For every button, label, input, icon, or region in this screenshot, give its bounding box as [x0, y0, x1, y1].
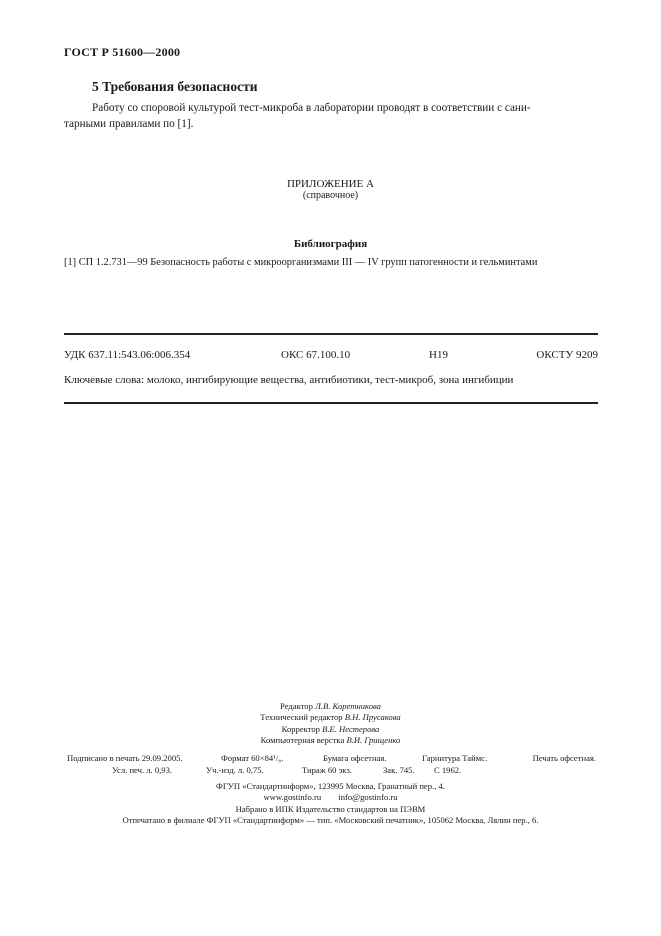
- publisher-block: [0, 781, 661, 827]
- paragraph-line-1: [64, 100, 598, 116]
- print-type: Печать офсетная.: [532, 753, 596, 763]
- paper: Бумага офсетная.: [323, 753, 387, 763]
- udk-code: УДК 637.11:543.06:006.354: [64, 349, 191, 361]
- oks-code: ОКС 67.100.10: [281, 349, 351, 361]
- document-code-header: ГОСТ Р 51600—2000: [64, 45, 181, 59]
- corrector-line: [0, 724, 661, 735]
- website-link[interactable]: www.gostinfo.ru: [263, 792, 322, 803]
- layout-line: [0, 735, 661, 746]
- bottom-rule: [64, 402, 598, 404]
- paragraph-line-1-text: Работу со споровой культурой тест-микроба в лаборатории проводят в соответствии с сани-: [92, 102, 531, 114]
- okstu-code: ОКСТУ 9209: [536, 349, 598, 361]
- bibliography-entry: [1] СП 1.2.731—99 Безопасность работы с микроорганизмами III — IV групп патогенности и гельминтами: [64, 257, 538, 268]
- editor-label: Редактор: [280, 701, 313, 711]
- bibliography-title: Библиография: [293, 238, 368, 250]
- editor-line: [0, 701, 661, 712]
- layout-label: Компьютерная верстка: [260, 735, 345, 746]
- publisher-address: ФГУП «Стандартинформ», 123995 Москва, Гранатный пер., 4.: [216, 781, 445, 791]
- format: Формат 60×84¹/₈.: [221, 753, 284, 763]
- tech-editor-name: В.Н. Прусакова: [344, 712, 401, 723]
- group-code: Н19: [429, 349, 448, 361]
- corrector-label: Корректор: [281, 723, 320, 734]
- print-run: Тираж 60 экз.: [302, 765, 352, 775]
- imprint-credits: [0, 701, 661, 747]
- corrector-name: В.Е. Нестерова: [322, 723, 380, 734]
- keywords: Ключевые слова: молоко, ингибирующие вещества, антибиотики, тест-микроб, зона ингибиции: [64, 374, 514, 386]
- tech-editor-label: Технический редактор: [260, 712, 343, 723]
- c-number: С 1962.: [434, 765, 462, 775]
- paragraph-line-2: тарными правилами по [1].: [64, 118, 194, 130]
- layout-name: В.И. Грищенко: [346, 735, 401, 746]
- appendix-title: ПРИЛОЖЕНИЕ А: [286, 178, 374, 190]
- tech-editor-line: [0, 712, 661, 723]
- typeset-line: Набрано в ИПК Издательство стандартов на ПЭВМ: [235, 803, 426, 814]
- order-number: Зак. 745.: [383, 765, 415, 775]
- section-paragraph: [64, 100, 598, 132]
- top-rule: [64, 333, 598, 335]
- editor-name: Л.В. Коретникова: [315, 701, 381, 711]
- signed-date: Подписано в печать 29.09.2005.: [67, 753, 183, 763]
- typeface: Гарнитура Таймс.: [422, 753, 488, 763]
- contacts-line: [0, 792, 661, 803]
- printed-sheets: Усл. печ. л. 0,93.: [112, 765, 173, 775]
- appendix-subtitle: (справочное): [302, 190, 359, 201]
- email-link[interactable]: info@gostinfo.ru: [338, 792, 398, 803]
- section-title: 5 Требования безопасности: [92, 79, 258, 94]
- publisher-sheets: Уч.-изд. л. 0,75.: [206, 765, 264, 775]
- printed-line: Отпечатано в филиале ФГУП «Стандартинформ» — тип. «Московский печатник», 105062 Москва, Лялин пер., 6.: [122, 815, 539, 826]
